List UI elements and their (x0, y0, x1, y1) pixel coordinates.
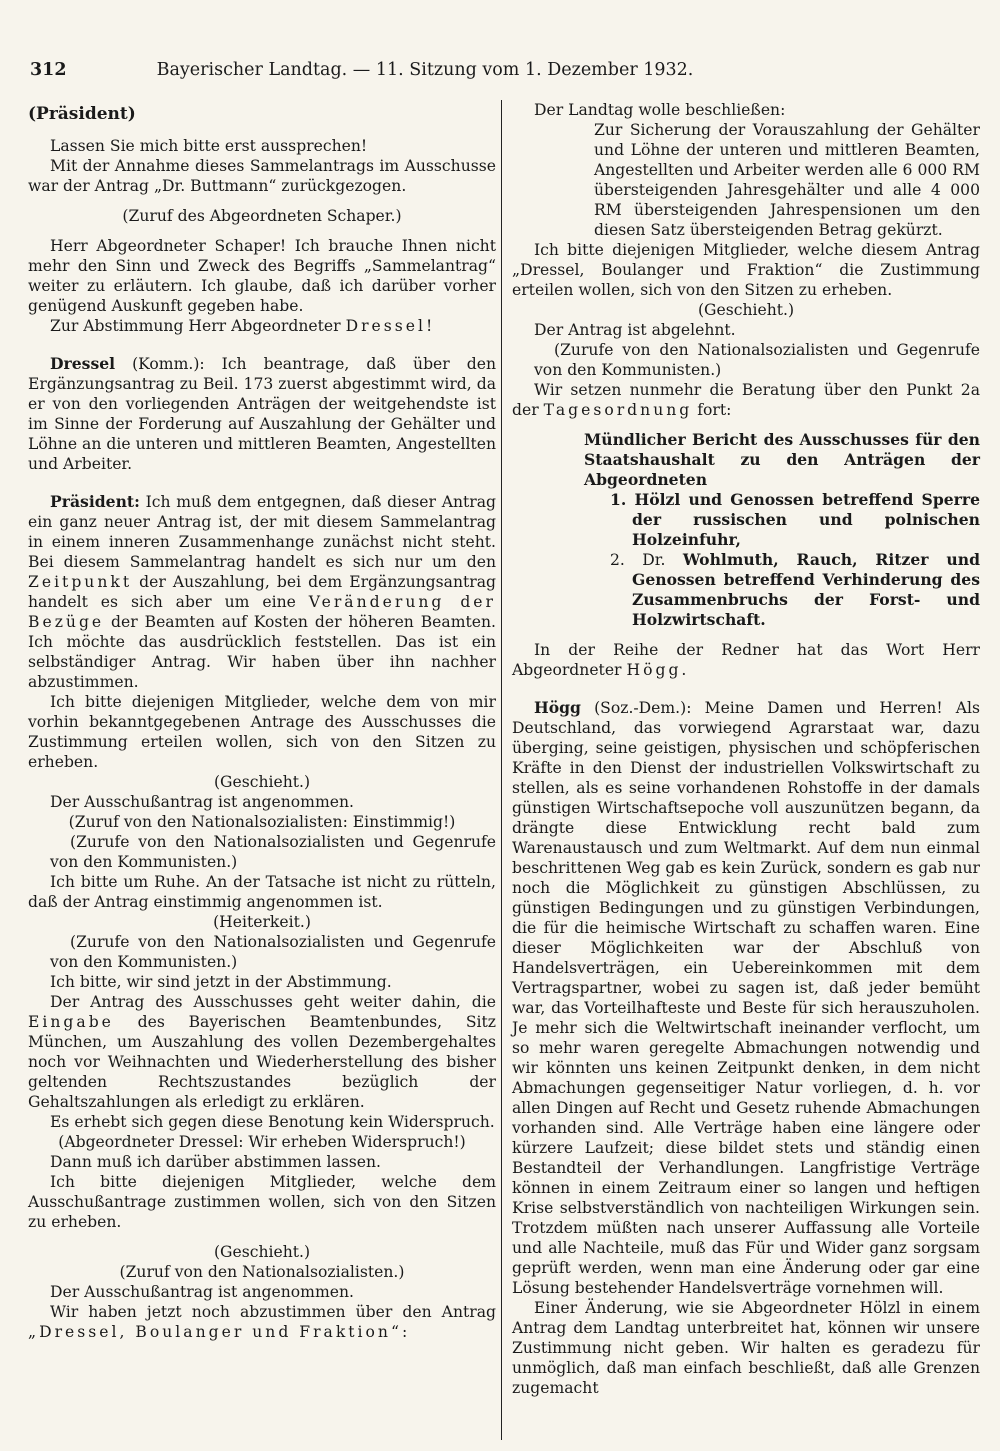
paragraph: Der Landtag wolle beschließen: (534, 101, 786, 119)
paragraph: Dann muß ich darüber abstimmen lassen. (50, 1153, 382, 1171)
paragraph: Einer Änderung, wie sie Abgeordneter Hölzl in einem Antrag dem Landtag unterbreitet hat, können wir unsere Zustimmung nicht geben. Wir halten es geradezu für unmöglich, daß man einfach beschließt, daß alle Grenzen zugemacht (512, 1299, 980, 1397)
speech-dressel (28, 354, 496, 474)
paragraph (512, 380, 980, 420)
interjection: (Zurufe von den Nationalsozialisten und Gegenrufe von den Kommunisten.) (50, 833, 496, 871)
interjection: (Heiterkeit.) (213, 913, 311, 931)
spaced-term: Eingabe (28, 1013, 114, 1031)
interjection: (Zuruf von den Nationalsozialisten.) (119, 1263, 405, 1281)
paragraph (28, 1302, 496, 1342)
interjection: (Zurufe von den Nationalsozialisten und Gegenrufe von den Kommunisten.) (534, 341, 980, 379)
text-span: des Bayerischen Beamtenbundes, Sitz München, um Auszahlung des vollen Dezembergehaltes noch vor Weihnachten und Wiederherstellung des bisher geltenden Rechtszustandes bezüglich der Gehaltszahlungen als erledigt zu erklären. (28, 1013, 496, 1111)
spaced-name: Dressel! (345, 317, 436, 335)
interjection: (Zurufe von den Nationalsozialisten und Gegenrufe von den Kommunisten.) (50, 933, 496, 971)
paragraph: Ich bitte diejenigen Mitglieder, welche dem Ausschußantrage zustimmen wollen, sich von den Sitzen zu erheben. (28, 1173, 496, 1231)
paragraph (28, 992, 496, 1112)
paragraph (512, 640, 980, 680)
text-span: Der Antrag des Ausschusses geht weiter dahin, die (50, 993, 496, 1011)
page-number: 312 (30, 60, 67, 80)
spaced-name: Högg (626, 661, 682, 679)
paragraph: Ich bitte diejenigen Mitglieder, welche diesem Antrag „Dressel, Boulanger und Fraktion“ die Zustimmung erteilen wollen, sich von den Sitzen zu erheben. (512, 241, 980, 299)
speech-text: Ich muß dem entgegnen, daß dieser Antrag ein ganz neuer Antrag ist, der mit diesem Sammelantrag in einem inneren Zusammenhange zunächst nicht steht. Bei diesem Sammelantrag handelt es sich nur um den (28, 493, 496, 571)
speech-hoegg (512, 698, 980, 1298)
speaker-name: Präsident: (50, 492, 140, 511)
paragraph: Ich bitte diejenigen Mitglieder, welche dem von mir vorhin bekanntgegebenen Antrage des Ausschusses die Zustimmung erteilen wollen, sich von den Sitzen zu erheben. (28, 693, 496, 771)
page-header (30, 54, 980, 86)
speech-text: (Soz.-Dem.): Meine Damen und Herren! Als Deutschland, das vorwiegend Agrarstaat war, dazu überging, seine geistigen, physischen und schöpferischen Kräfte in den Dienst der industriellen Volkswirtschaft zu stellen, als es seine vorhandenen Rohstoffe in der damals günstigen Wirtschaftsepoche voll auszunützen begann, da drängte diese Entwicklung recht bald zum Warenaustausch und zum Weltmarkt. Auf dem nun einmal beschrittenen Weg gab es kein Zurück, sondern es gab nur noch die Möglichkeit zu günstigen Abschlüssen, zu günstigen Bedingungen und zu günstigen Verbindungen, die für die heimische Wirtschaft zu schaffen waren. Eine dieser Möglichkeiten war der Abschluß von Handelsverträgen, ein Uebereinkommen mit dem Vertragspartner, wobei zu sagen ist, daß jeder bemüht war, das Vorteilhafteste und Beste für sich herauszuholen. Je mehr sich die Weltwirtschaft ineinander verflocht, um so mehr waren geregelte Abmachungen notwendig und wir könnten uns keinen Zeitpunkt denken, in dem nicht Abmachungen gegenseitiger Natur vorliegen, d. h. vor allen Dingen auf Recht und Gesetz ruhende Abmachungen vorhanden sind. Alle Verträge haben eine längere oder kürzere Laufzeit; diese bildet stets und ständig einen Bestandteil der Verhandlungen. Langfristige Verträge können in einem Zeitraum einer so langen und heftigen Krise selbstverständlich von nachteiligen Wirkungen sein. Trotzdem müßten nach unserer Auffassung alle Vorteile und alle Nachteile, muß das Für und Wider ganz sorgsam geprüft werden, wenn man eine Änderung oder gar eine Lösung bestehender Handelsverträge vornehmen will. (512, 699, 980, 1297)
text-span: Zur Abstimmung Herr Abgeordneter (50, 317, 341, 335)
speech-text: der Beamten auf Kosten der höheren Beamten. Ich möchte das ausdrücklich feststellen. Das ist ein selbständiger Antrag. Wir haben über ihn nachher abzustimmen. (28, 613, 496, 691)
paragraph: Der Antrag ist abgelehnt. (534, 321, 736, 339)
text-span: : (401, 1323, 408, 1341)
speech-text: der Auszahlung, bei dem Ergänzungsantrag handelt es sich aber um eine (28, 573, 496, 611)
speech-text: (Komm.): Ich beantrage, daß über den Ergänzungsantrag zu Beil. 173 zuerst abgestimmt wird, da er von den vorliegenden Anträgen der weitgehendste ist im Sinne der Forderung auf Auszahlung der Gehälter und Löhne an die unteren und mittleren Beamten, Angestellten und Arbeiter. (28, 355, 496, 473)
spaced-term: Veränderung der Bezüge (28, 593, 496, 631)
paragraph: Ich bitte, wir sind jetzt in der Abstimmung. (50, 973, 392, 991)
paragraph: Herr Abgeordneter Schaper! Ich brauche Ihnen nicht mehr den Sinn und Zweck des Begriffs „Sammelantrag“ weiter zu erläutern. Ich glaube, daß ich darüber vorher genügend Auskunft gegeben habe. (28, 237, 496, 315)
interjection: (Geschieht.) (697, 301, 795, 319)
paragraph: Mit der Annahme dieses Sammelantrags im Ausschusse war der Antrag „Dr. Buttmann“ zurückgezogen. (28, 157, 496, 195)
paragraph: Lassen Sie mich bitte erst aussprechen! (50, 137, 368, 155)
item-text: Wohlmuth, Rauch, Ritzer und Genossen betreffend Verhinderung des Zusammenbruchs der Forst- und Holzwirtschaft. (632, 550, 980, 629)
paragraph (28, 316, 496, 336)
spaced-term: „Dressel, Boulanger und Fraktion“ (28, 1323, 402, 1341)
text-span: Wir setzen nunmehr die Beratung über den Punkt 2a der (512, 381, 980, 419)
interjection: (Abgeordneter Dressel: Wir erheben Widerspruch!) (58, 1133, 466, 1151)
paragraph: Es erhebt sich gegen diese Benotung kein Widerspruch. (50, 1113, 495, 1131)
section-title: (Präsident) (28, 104, 136, 124)
interjection: (Geschieht.) (213, 1243, 311, 1261)
paragraph: Der Ausschußantrag ist angenommen. (50, 793, 354, 811)
motion-text: Zur Sicherung der Vorauszahlung der Gehälter und Löhne der unteren und mittleren Beamten, Angestellten und Arbeiter werden alle 6 000 RM übersteigenden Jahresgehälter und alle 4 000 RM übersteigenden Jahrespensionen um den diesen Satz übersteigenden Betrag gekürzt. (594, 121, 980, 239)
speech-praesident (28, 492, 496, 692)
agenda-item: 1. Hölzl und Genossen betreffend Sperre der russischen und polnischen Holzeinfuhr, (610, 490, 980, 549)
running-title: Bayerischer Landtag. — 11. Sitzung vom 1. Dezember 1932. (156, 60, 694, 80)
spaced-term: Zeitpunkt (28, 573, 133, 591)
spaced-term: Tagesordnung (543, 401, 693, 419)
speaker-name: Dressel (50, 354, 116, 373)
interjection: (Zuruf von den Nationalsozialisten: Einstimmig!) (68, 813, 456, 831)
paragraph: Ich bitte um Ruhe. An der Tatsache ist nicht zu rütteln, daß der Antrag einstimmig angenommen ist. (28, 873, 496, 911)
agenda-item (610, 550, 980, 630)
item-prefix: 2. Dr. (610, 551, 683, 569)
right-column (512, 100, 980, 1398)
paragraph: Der Ausschußantrag ist angenommen. (50, 1283, 354, 1301)
text-span: fort: (692, 401, 732, 419)
interjection: (Zuruf des Abgeordneten Schaper.) (122, 207, 402, 225)
interjection: (Geschieht.) (213, 773, 311, 791)
text-span: Wir haben jetzt noch abzustimmen über den Antrag (50, 1303, 496, 1321)
speaker-name: Högg (534, 698, 581, 717)
text-span: In der Reihe der Redner hat das Wort Herr Abgeordneter (512, 641, 980, 679)
left-column (28, 100, 496, 1342)
text-span: . (681, 661, 687, 679)
column-divider (501, 100, 502, 1440)
agenda-heading: Mündlicher Bericht des Ausschusses für den Staatshaushalt zu den Anträgen der Abgeordneten (584, 430, 980, 489)
